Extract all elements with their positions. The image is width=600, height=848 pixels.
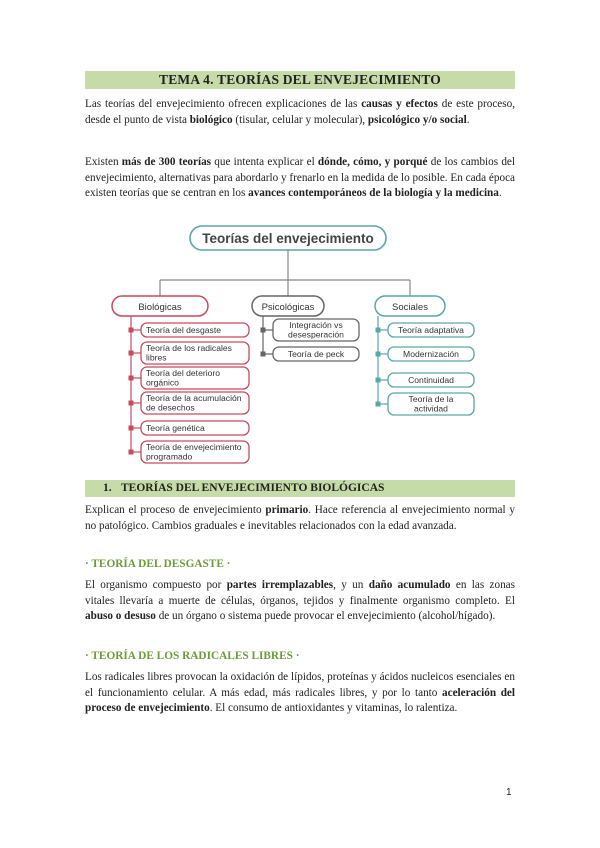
page-number: 1 (506, 787, 512, 798)
desgaste-paragraph: El organismo compuesto por partes irremplazables, y un daño acumulado en las zonas vitales llevaría a muerte de células, órganos, tejidos y finalmente organismo completo. El abuso o desuso de un órgano o sistema puede provocar el envejecimiento (alcohol/hígado). (85, 579, 515, 622)
category-label-bio: Biológicas (138, 302, 182, 313)
item-label: Teoría de los radicales libres (146, 343, 232, 363)
item-label: Teoría de la acumulación de desechos (146, 393, 242, 413)
item-bullet (261, 352, 266, 357)
item-bullet (261, 328, 266, 333)
diagram-item (129, 392, 250, 414)
diagram-column-psy (252, 296, 359, 361)
item-label: Teoría de la actividad (408, 394, 454, 414)
item-label: Modernización (403, 349, 459, 359)
diagram-item (376, 347, 475, 361)
item-bullet (376, 378, 381, 383)
section-1-title: TEORÍAS DEL ENVEJECIMIENTO BIOLÓGICAS (121, 482, 385, 494)
diagram-item (376, 393, 475, 415)
document-title: TEMA 4. TEORÍAS DEL ENVEJECIMIENTO (85, 71, 515, 89)
radicales-paragraph: Los radicales libres provocan la oxidación de lípidos, proteínas y ácidos nucleicos esenciales en el funcionamiento celular. A más edad, más radicales libres, y por lo tanto aceleración del proceso de envejecimiento. El consumo de antioxidantes y vitaminas, lo ralentiza. (85, 671, 515, 714)
item-label: Teoría adaptativa (398, 325, 464, 335)
item-bullet (129, 376, 134, 381)
item-label: Teoría del desgaste (146, 325, 222, 335)
category-label-psy: Psicológicas (261, 302, 315, 313)
intro-paragraph-1: Las teorías del envejecimiento ofrecen explicaciones de las causas y efectos de este proceso, desde el punto de vista biológico (tisular, celular y molecular), psicológico y/o social. (85, 98, 515, 126)
diagram-item (261, 319, 360, 341)
item-bullet (376, 328, 381, 333)
section-1-number: 1. (103, 482, 112, 494)
desgaste-heading: · TEORÍA DEL DESGASTE · (85, 558, 231, 570)
item-label: Teoría del deterioro orgánico (146, 368, 221, 388)
item-label: Teoría genética (146, 423, 205, 433)
item-bullet (376, 402, 381, 407)
diagram-item (261, 347, 360, 361)
diagram-item (129, 323, 250, 337)
item-bullet (376, 352, 381, 357)
diagram-item (129, 421, 250, 435)
item-label: Continuidad (408, 375, 454, 385)
item-bullet (129, 351, 134, 356)
diagram-item (376, 373, 475, 387)
item-bullet (129, 450, 134, 455)
item-bullet (129, 328, 134, 333)
diagram-root-label: Teorías del envejecimiento (202, 231, 374, 246)
category-label-soc: Sociales (392, 302, 428, 313)
item-bullet (129, 426, 134, 431)
item-label: Teoría de envejecimiento programado (146, 442, 242, 462)
diagram-column-bio (112, 296, 249, 463)
item-bullet (129, 401, 134, 406)
diagram-root-connectors (160, 250, 410, 296)
item-label: Teoría de peck (287, 349, 345, 359)
section-1-paragraph: Explican el proceso de envejecimiento primario. Hace referencia al envejecimiento normal y no patológico. Cambios graduales e inevitables relacionados con la edad avanzada. (85, 504, 515, 532)
radicales-heading: · TEORÍA DE LOS RADICALES LIBRES · (85, 650, 300, 662)
diagram-item (376, 323, 475, 337)
item-label: Integración vs desesperación (288, 320, 344, 340)
section-1-heading (85, 480, 515, 497)
intro-paragraph-2: Existen más de 300 teorías que intenta explicar el dónde, cómo, y porqué de los cambios del envejecimiento, alternativas para abordarlo y frenarlo en la medida de lo posible. En cada época existen teorías que se centran en los avances contemporáneos de la biología y la medicina. (85, 156, 515, 199)
diagram-item (129, 367, 250, 389)
diagram-item (129, 342, 250, 364)
diagram-column-soc (375, 296, 474, 415)
diagram-item (129, 441, 250, 463)
